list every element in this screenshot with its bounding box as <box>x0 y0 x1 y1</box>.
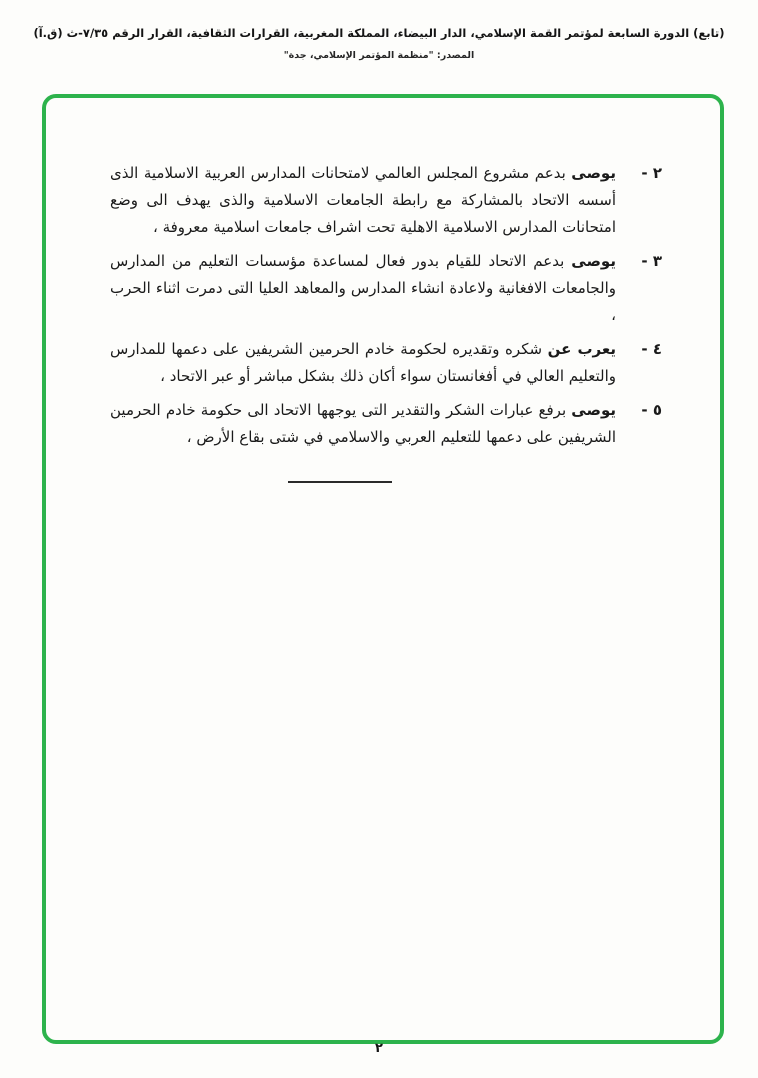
resolution-item-5 <box>110 397 662 451</box>
item-number: ٥ - <box>641 401 662 419</box>
item-body: برفع عبارات الشكر والتقدير التى يوجهها الاتحاد الى حكومة خادم الحرمين الشريفين على دعمها للتعليم العربي والاسلامي في شتى بقاع الأرض ، <box>110 401 616 446</box>
item-text <box>110 248 616 329</box>
item-number: ٣ - <box>641 252 662 270</box>
item-body: بدعم الاتحاد للقيام بدور فعال لمساعدة مؤسسات التعليم من المدارس والجامعات الافغانية ولاعادة انشاء المدارس والمعاهد العليا التى دمرت اثناء الحرب ، <box>110 252 616 324</box>
resolution-item-2 <box>110 160 662 241</box>
item-body: شكره وتقديره لحكومة خادم الحرمين الشريفين على دعمها للمدارس والتعليم العالي في أفغانستان سواء أكان ذلك بشكل مباشر أو عبر الاتحاد ، <box>110 340 616 385</box>
item-text <box>110 336 616 390</box>
resolution-item-3 <box>110 248 662 329</box>
resolution-list <box>110 160 662 483</box>
item-text <box>110 397 616 451</box>
item-lead: يوصى <box>571 252 616 270</box>
header-title: (تابع) الدورة السابعة لمؤتمر القمة الإسلامي، الدار البيضاء، المملكة المغربية، القرارات الثقافية، القرار الرقم ٧/٣٥-ث (ق.آ) <box>33 26 725 40</box>
item-number: ٢ - <box>641 164 662 182</box>
end-divider <box>288 481 392 483</box>
item-number: ٤ - <box>641 340 662 358</box>
item-body: بدعم مشروع المجلس العالمي لامتحانات المدارس العربية الاسلامية الذى أسسه الاتحاد بالمشاركة مع رابطة الجامعات الاسلامية والذى يهدف الى وضع امتحانات المدارس الاسلامية الاهلية تحت اشراف جامعات اسلامية معروفة ، <box>110 164 616 236</box>
item-lead: يوصى <box>571 164 616 182</box>
item-lead: يعرب عن <box>547 340 616 358</box>
page-header <box>0 26 758 61</box>
resolution-item-4 <box>110 336 662 390</box>
item-lead: يوصى <box>571 401 616 419</box>
item-text <box>110 160 616 241</box>
page-number: ٢ <box>375 1041 383 1056</box>
header-source: المصدر: "منظمة المؤتمر الإسلامي، جدة" <box>283 50 475 61</box>
